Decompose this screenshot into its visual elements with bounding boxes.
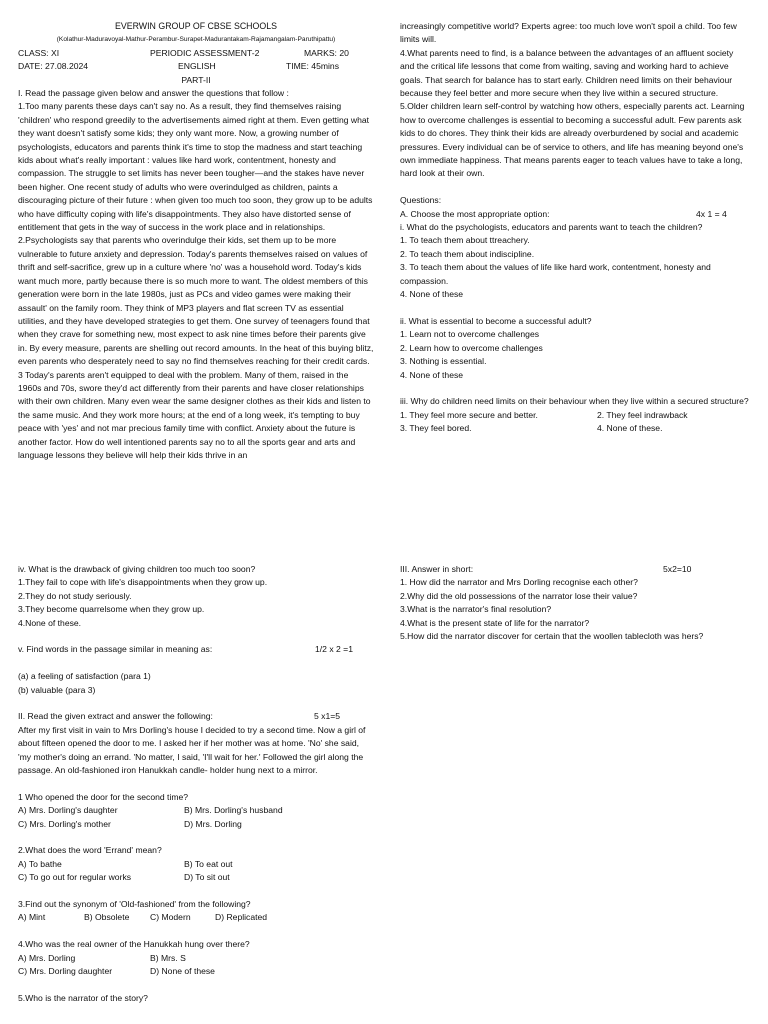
section2-q4-option: A) Mrs. Dorling [18,952,76,963]
section3-marks: 5x2=10 [663,564,692,574]
passage-para-3: 3 Today's parents aren't equipped to deal with the problem. Many of them, raised in the 1960s and 70s, swore they'd act differently from their parents and have closer relationships with their own children. Many even wear the same designer clothes as their kids and listen to the same music. And they work more hours; at the end of a long week, it's tempting to buy peace with 'yes' and not mar precious family time with conflict. Anxiety about the future is another factor. How do well intentioned parents say no to all the sports gear and arts and language lessons they believe will help their kids thrive in an [18,369,371,460]
section2-q3-option: A) Mint [18,912,46,923]
question-ii: ii. What is essential to become a successful adult? [400,315,592,326]
right-column-top [400,20,750,436]
question-iv-option: 4.None of these. [18,617,82,628]
section1-instruction: I. Read the passage given below and answer the questions that follow : [18,88,289,98]
section2-q2-option: A) To bathe [18,858,62,869]
section2-question-5: 5.Who is the narrator of the story? [18,992,148,1003]
section2-header [18,710,374,723]
section3-question: 5.How did the narrator discover for certain that the woollen tablecloth was hers? [400,631,704,642]
time-label: TIME: 45mins [286,61,340,72]
section2-question-2: 2.What does the word 'Errand' mean? [18,845,162,856]
question-iii-option: 3. They feel bored. [400,423,472,434]
section3-header [400,563,750,576]
passage-para-5: 5.Older children learn self-control by watching how others, especially parents act. Learning how to overcome challenges is essential to becoming a successful adult. Few parents ask kids to do chores. They think their kids are already overburdened by social and academic pressures. Every individual can be of service to others, and life has meaning beyond one's own immediate happiness. That means parents eager to teach values have to take a long, hard look at their own. [400,101,745,179]
question-ii-option: 1. Learn not to overcome challenges [400,329,540,340]
header-row-1 [18,47,374,60]
marks-label: MARKS: 20 [304,47,349,58]
section2-q2-option: D) To sit out [184,872,230,883]
section2-q4-row-1 [18,952,374,965]
section2-q1-option: A) Mrs. Dorling's daughter [18,805,118,816]
section3-question: 2.Why did the old possessions of the narrator lose their value? [400,590,638,601]
class-label: CLASS: XI [18,47,60,58]
section2-q1-option: D) Mrs. Dorling [184,818,242,829]
section2-question-4: 4.Who was the real owner of the Hanukkah hung over there? [18,939,250,950]
section2-question-1: 1 Who opened the door for the second time? [18,791,189,802]
questions-label: Questions: [400,195,442,206]
question-ii-option: 2. Learn how to overcome challenges [400,342,543,353]
question-ii-option: 3. Nothing is essential. [400,356,487,367]
section2-q3-option: B) Obsolete [84,912,130,923]
section2-q3-option: D) Replicated [215,912,268,923]
left-column-bottom [18,563,374,1005]
question-iv: iv. What is the drawback of giving children too much too soon? [18,564,256,574]
section2-marks: 5 x1=5 [314,711,341,722]
subject-label: ENGLISH [178,61,216,72]
left-column-top [18,20,374,462]
section2-q4-option: D) None of these [150,965,215,976]
section2-q4-row-2 [18,965,374,978]
question-iii-option: 1. They feel more secure and better. [400,409,538,420]
passage-para-1: 1.Too many parents these days can't say no. As a result, they find themselves raising 'children' who respond greedily to the advertisements aimed right at them. Even getting what they want doesn't satisfy some kids; they only want more. Now, a growing number of psychologists, educators and parents think it's time to stop the madness and start teaching kids about what's really important : values like hard work, contentment, honesty and compassion. The struggle to set limits has never been tougher—and the stakes have never been higher. One recent study of adults who were overindulged as children, paints a discouraging picture of their future : when given too much too soon, they grow up to be adults who have difficulty coping with life's disappointments. They also have distorted sense of entitlement that gets in the way of success in the work place and in relationships. [18,101,373,233]
question-v-header [18,643,374,656]
section2-q1-row-2 [18,818,374,831]
passage-para-3-continued: increasingly competitive world? Experts agree: too much love won't spoil a child. Too few limits will. [400,21,737,45]
question-i-option: 1. To teach them about ttreachery. [400,235,530,246]
question-iii-option: 2. They feel indrawback [597,409,688,420]
part-a-header [400,208,750,221]
question-iii: iii. Why do children need limits on their behaviour when they live within a secured structure? [400,396,749,407]
section2-q2-option: B) To eat out [184,858,233,869]
question-iv-option: 1.They fail to cope with life's disappointments when they grow up. [18,577,268,588]
section3-question: 1. How did the narrator and Mrs Dorling recognise each other? [400,577,638,588]
question-iii-options-row-2 [400,422,750,435]
section2-q1-row-1 [18,804,374,817]
question-iii-option: 4. None of these. [597,423,663,434]
header-row-2 [18,60,374,73]
question-ii-option: 4. None of these [400,369,464,380]
section2-q1-option: C) Mrs. Dorling's mother [18,818,111,829]
part-a-marks: 4x 1 = 4 [696,208,727,219]
question-v-item: (a) a feeling of satisfaction (para 1) [18,671,151,682]
section2-instruction: II. Read the given extract and answer the following: [18,711,213,722]
assessment-label: PERIODIC ASSESSMENT-2 [150,47,260,58]
question-i-option: 4. None of these [400,289,464,300]
section2-q3-option: C) Modern [150,912,191,923]
section3-question: 4.What is the present state of life for the narrator? [400,617,590,628]
right-column-bottom [400,563,750,643]
question-iv-option: 2.They do not study seriously. [18,590,132,601]
section2-q2-row-1 [18,858,374,871]
section3-instruction: III. Answer in short: [400,564,474,574]
section2-q3-row [18,911,374,924]
section2-extract: After my first visit in vain to Mrs Dorling's house I decided to try a second time. Now a girl of about fifteen opened the door to me. I asked her if her mother was at home. 'No' she said, 'my mother's doing an errand. 'No matter, I said, 'I'll wait for her.' Followed the girl along the passage. An old-fashioned iron Hanukkah candle- holder hung next to a mirror. [18,724,366,776]
question-v-marks: 1/2 x 2 =1 [315,644,353,655]
section2-q2-row-2 [18,871,374,884]
question-iii-options-row-1 [400,409,750,422]
passage-para-2: 2.Psychologists say that parents who overindulge their kids, set them up to be more vulnerable to future anxiety and depression. Today's parents themselves raised on values of thrift and self-sacrifice, grew up in a culture where 'no' was a household word. Today's kids want much more, partly because there is so much more to want. The oldest members of this generation were born in the late 1980s, just as PCs and video games were making their assault' on the family room. They think of MP3 players and flat screen TV as essential utilities, and they have developed strategies to get them. One survey of teenagers found that when they crave for something new, most expect to ask nine times before their parents give in. By every measure, parents are shelling out record amounts. In the heat of this buying blitz, even parents who desperately need to say no find themselves reaching for their credit cards. [18,235,374,367]
school-name: EVERWIN GROUP OF CBSE SCHOOLS [115,21,277,31]
section2-q4-option: B) Mrs. S [150,952,186,963]
question-v: v. Find words in the passage similar in meaning as: [18,644,213,655]
section3-question: 3.What is the narrator's final resolution? [400,604,552,615]
question-i: i. What do the psychologists, educators and parents want to teach the children? [400,222,703,233]
section2-q2-option: C) To go out for regular works [18,872,132,883]
part-a-label: A. Choose the most appropriate option: [400,208,550,219]
date-label: DATE: 27.08.2024 [18,61,89,72]
question-iv-option: 3.They become quarrelsome when they grow up. [18,604,205,615]
passage-para-4: 4.What parents need to find, is a balance between the advantages of an affluent society and the critical life lessons that come from waiting, saving and working hard to achieve goals. That search for balance has to start early. Children need limits on their behaviour because they feel better and more secure when they live within a secured structure. [400,47,734,99]
section2-question-3: 3.Find out the synonym of 'Old-fashioned' from the following? [18,899,251,909]
part-label: PART-II [181,74,211,85]
section2-q4-option: C) Mrs. Dorling daughter [18,965,113,976]
section2-q1-option: B) Mrs. Dorling's husband [184,805,283,816]
school-branches: (Kolathur-Maduravoyal-Mathur-Perambur-Surapet-Madurantakam-Rajamangalam-Paruthipattu) [56,36,336,44]
question-v-item: (b) valuable (para 3) [18,684,96,695]
question-i-option: 3. To teach them about the values of life like hard work, contentment, honesty and compassion. [400,262,711,286]
question-i-option: 2. To teach them about indiscipline. [400,248,535,259]
